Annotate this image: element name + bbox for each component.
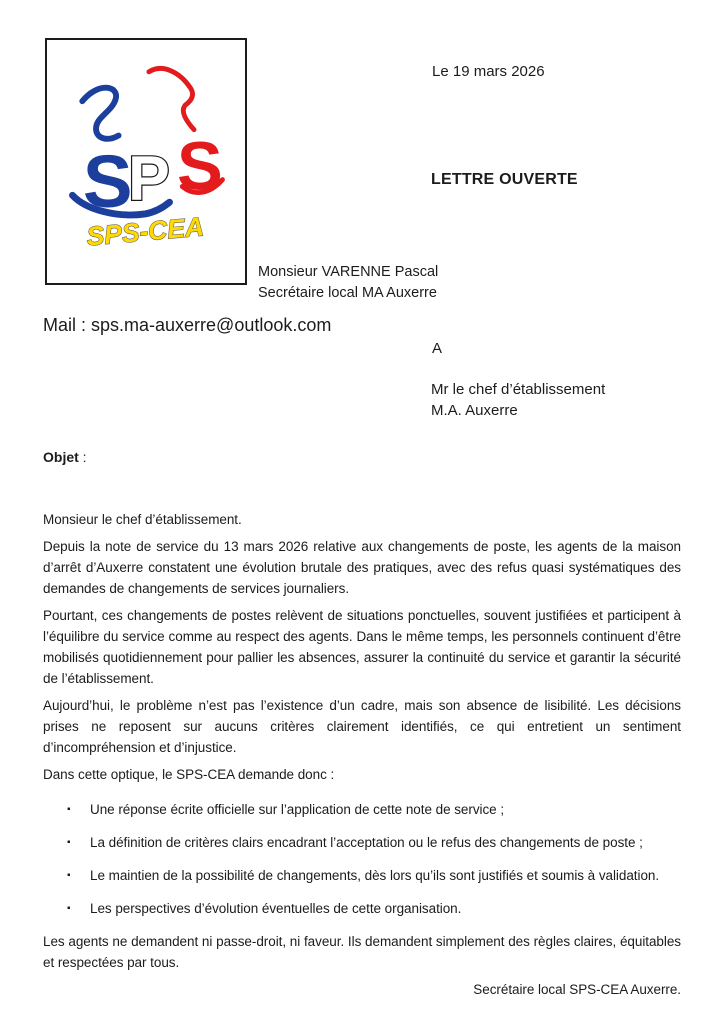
sps-cea-logo: [45, 38, 247, 285]
recipient-block: [431, 379, 605, 421]
list-item-text: La définition de critères clairs encadrant l’acceptation ou le refus des changements de poste ;: [90, 835, 643, 850]
sender-email: Mail : sps.ma-auxerre@outlook.com: [43, 315, 332, 335]
square-bullet-icon: ▪: [67, 903, 71, 914]
logo-caption: SPS-CEA: [85, 211, 206, 252]
letter-body: [43, 509, 681, 1000]
logo-red-ribbon-top: [149, 68, 194, 129]
paragraph-1: Depuis la note de service du 13 mars 2026 relative aux changements de poste, les agents de la maison d’arrêt d’Auxerre constatent une évolution brutale des pratiques, avec des refus quasi systématiques des demandes de changements de services journaliers.: [43, 539, 681, 596]
list-item: [43, 898, 681, 919]
paragraph-2: Pourtant, ces changements de postes relèvent de situations ponctuelles, souvent justifiées et participent à l’équilibre du service comme au respect des agents. Dans le même temps, les personnels continuent d’être mobilisés quotidiennement pour pallier les absences, assurer la continuité du service et garantir la sécurité de l’établissement.: [43, 608, 681, 686]
logo-letter-s-blue: S: [82, 140, 133, 224]
paragraph-3: Aujourd’hui, le problème n’est pas l’existence d’un cadre, mais son absence de lisibilité. Les décisions prises ne reposent sur aucuns critères clairement identifiés, ce qui entretient un sentiment d’incompréhension et d’injustice.: [43, 698, 681, 755]
recipient-line1: Mr le chef d’établissement: [431, 381, 606, 398]
sender-name: Monsieur VARENNE Pascal: [258, 264, 439, 280]
list-item-text: Une réponse écrite officielle sur l’application de cette note de service ;: [90, 802, 505, 817]
square-bullet-icon: ▪: [67, 837, 71, 848]
salutation: Monsieur le chef d’établissement.: [43, 512, 242, 527]
subject-line: [43, 449, 87, 465]
subject-colon: :: [78, 449, 87, 465]
logo-blue-ribbon-top: [82, 88, 118, 139]
sender-block: [258, 262, 438, 304]
list-item: [43, 799, 681, 820]
sender-role: Secrétaire local MA Auxerre: [258, 285, 437, 301]
signature: Secrétaire local SPS-CEA Auxerre.: [473, 982, 681, 997]
recipient-to-label: A: [432, 340, 443, 357]
list-item: [43, 865, 681, 886]
subject-label: Objet: [43, 449, 79, 465]
square-bullet-icon: ▪: [67, 870, 71, 881]
closing-paragraph: Les agents ne demandent ni passe-droit, ni faveur. Ils demandent simplement des règles claires, équitables et respectées par tous.: [43, 934, 681, 970]
list-item-text: Les perspectives d’évolution éventuelles de cette organisation.: [90, 901, 462, 916]
letter-title: LETTRE OUVERTE: [431, 171, 578, 188]
recipient-line2: M.A. Auxerre: [431, 402, 518, 419]
logo-letter-s-red: S: [177, 127, 223, 205]
sps-logo-graphic: [47, 40, 245, 283]
list-item: [43, 832, 681, 853]
list-intro: Dans cette optique, le SPS-CEA demande donc :: [43, 767, 335, 782]
list-item-text: Le maintien de la possibilité de changements, dès lors qu’ils sont justifiés et soumis à validation.: [90, 868, 660, 883]
demands-list: [43, 799, 681, 919]
logo-letter-p-white: P: [128, 144, 170, 215]
letter-date: Le 19 mars 2026: [432, 63, 545, 80]
square-bullet-icon: ▪: [67, 804, 71, 815]
